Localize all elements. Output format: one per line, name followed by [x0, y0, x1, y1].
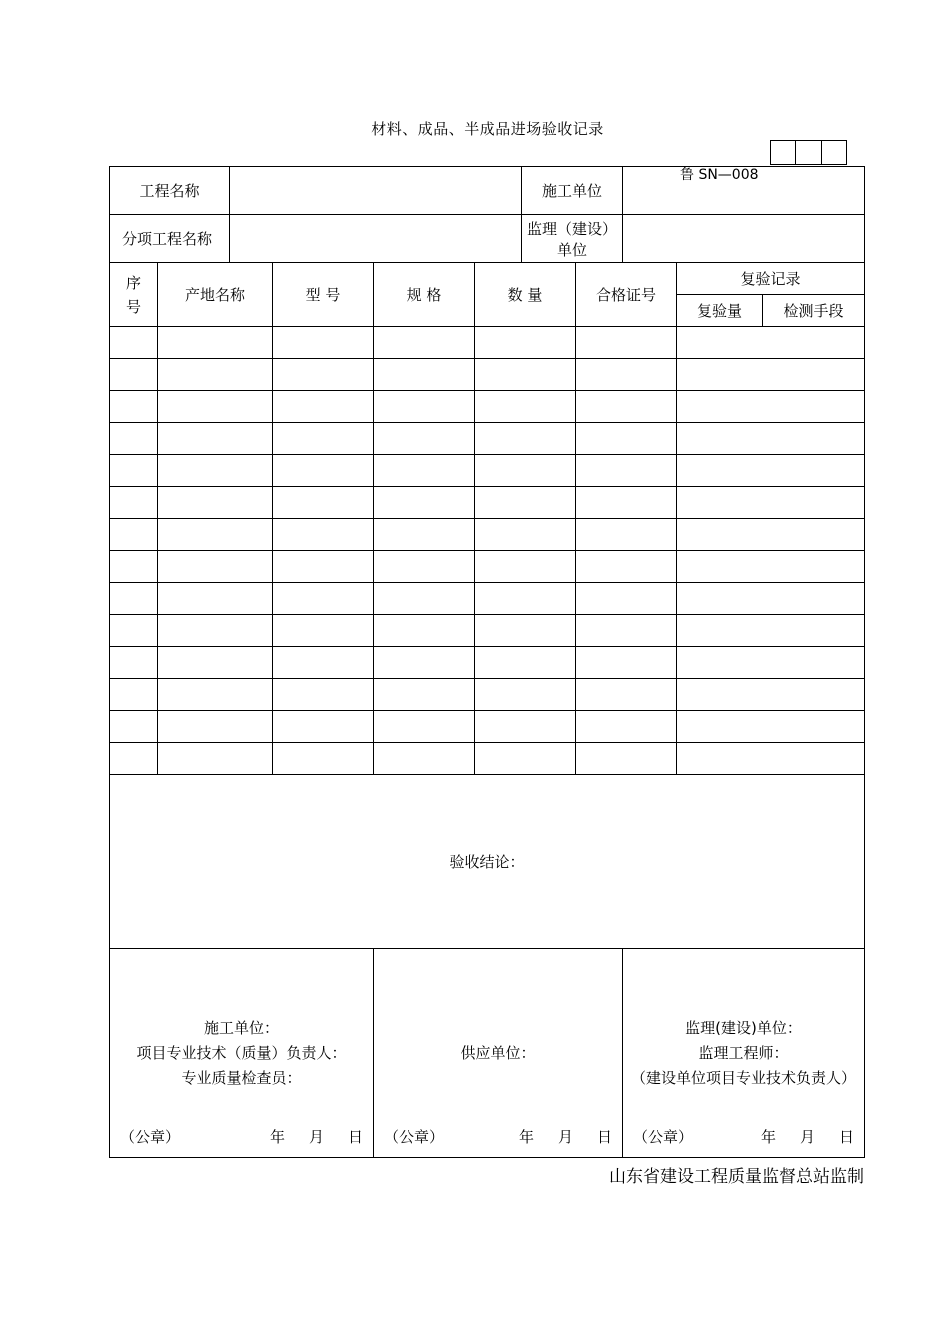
entry-cell[interactable]: [158, 391, 273, 423]
conclusion-label: 验收结论：: [449, 853, 525, 871]
entry-cell[interactable]: [475, 519, 576, 551]
col-quantity: 数 量: [475, 263, 576, 327]
supervision-unit-label: 监理（建设）单位: [522, 215, 623, 263]
entry-cell[interactable]: [475, 615, 576, 647]
entry-cell[interactable]: [677, 679, 865, 711]
entry-cell[interactable]: [677, 711, 865, 743]
entry-cell[interactable]: [475, 391, 576, 423]
entry-cell[interactable]: [576, 583, 677, 615]
entry-cell[interactable]: [374, 519, 475, 551]
entry-cell[interactable]: [374, 455, 475, 487]
entry-cell[interactable]: [374, 551, 475, 583]
code-boxes[interactable]: [770, 140, 847, 165]
supervision-unit-field[interactable]: [623, 215, 865, 263]
col-seq: [110, 263, 158, 327]
entry-cell[interactable]: [576, 455, 677, 487]
entry-cell[interactable]: [158, 423, 273, 455]
entry-cell[interactable]: [677, 615, 865, 647]
entry-cell[interactable]: [273, 647, 374, 679]
code-box[interactable]: [771, 141, 796, 164]
entry-cell[interactable]: [677, 391, 865, 423]
date-labels: [761, 1126, 854, 1147]
table-row: [110, 455, 865, 487]
entry-cell[interactable]: [475, 327, 576, 359]
entry-cell[interactable]: [273, 679, 374, 711]
entry-cell[interactable]: [273, 551, 374, 583]
document-title: 材料、成品、半成品进场验收记录: [371, 120, 604, 138]
table-row: [110, 583, 865, 615]
seal-date-row: [120, 1126, 363, 1147]
construction-unit-field[interactable]: [623, 167, 865, 215]
form-code: 鲁 SN—008: [680, 167, 759, 183]
table-row: [110, 423, 865, 455]
conclusion-cell[interactable]: [110, 775, 865, 949]
year-label: 年: [269, 1128, 285, 1146]
supplier-unit-label: 供应单位：: [460, 1043, 536, 1062]
entry-cell[interactable]: [374, 615, 475, 647]
entry-cell[interactable]: [677, 647, 865, 679]
entry-cell[interactable]: [475, 455, 576, 487]
col-seq-top: 序: [125, 273, 141, 292]
entry-cell[interactable]: [374, 743, 475, 775]
sub-project-field[interactable]: [230, 215, 522, 263]
seal-date-row: [633, 1126, 854, 1147]
month-label: 月: [800, 1128, 816, 1146]
record-table: [109, 166, 865, 1158]
table-row: [110, 359, 865, 391]
quality-inspector-label: 专业质量检查员：: [181, 1068, 302, 1087]
entry-cell[interactable]: [110, 327, 158, 359]
entry-cell[interactable]: [576, 487, 677, 519]
table-row: [110, 679, 865, 711]
entry-cell[interactable]: [576, 711, 677, 743]
construction-sign-cell[interactable]: [110, 949, 374, 1158]
construction-unit-sign-label: 施工单位：: [204, 1018, 280, 1037]
entry-cell[interactable]: [110, 519, 158, 551]
entry-cell[interactable]: [475, 743, 576, 775]
entry-cell[interactable]: [576, 327, 677, 359]
entry-cell[interactable]: [110, 615, 158, 647]
issuer-footer: 山东省建设工程质量监督总站监制: [609, 1167, 864, 1187]
owner-tech-lead-label: （建设单位项目专业技术负责人）: [631, 1068, 857, 1087]
entry-cell[interactable]: [576, 679, 677, 711]
day-label: 日: [597, 1128, 613, 1146]
entry-cell[interactable]: [158, 359, 273, 391]
supervision-engineer-label: 监理工程师：: [698, 1043, 789, 1062]
entry-cell[interactable]: [158, 327, 273, 359]
table-row: [110, 519, 865, 551]
entry-cell[interactable]: [158, 711, 273, 743]
entry-cell[interactable]: [677, 327, 865, 359]
entry-cell[interactable]: [576, 743, 677, 775]
supervision-unit-sign-label: 监理(建设)单位：: [685, 1018, 802, 1037]
table-row: [110, 391, 865, 423]
entry-cell[interactable]: [677, 551, 865, 583]
entry-cell[interactable]: [273, 583, 374, 615]
code-box[interactable]: [796, 141, 821, 164]
entry-cell[interactable]: [576, 551, 677, 583]
seal-label: （公章）: [633, 1128, 694, 1146]
entry-cell[interactable]: [273, 615, 374, 647]
project-name-label: 工程名称: [110, 167, 230, 215]
entry-cell[interactable]: [374, 711, 475, 743]
entry-cell[interactable]: [273, 423, 374, 455]
entry-cell[interactable]: [475, 583, 576, 615]
entry-cell[interactable]: [475, 359, 576, 391]
construction-unit-label: 施工单位: [522, 167, 623, 215]
seal-label: （公章）: [120, 1128, 181, 1146]
entry-cell[interactable]: [110, 455, 158, 487]
day-label: 日: [839, 1128, 855, 1146]
entry-cell[interactable]: [677, 423, 865, 455]
table-row: [110, 711, 865, 743]
entry-cell[interactable]: [110, 647, 158, 679]
month-label: 月: [308, 1128, 324, 1146]
table-row: [110, 327, 865, 359]
date-labels: [519, 1126, 612, 1147]
sub-project-label: 分项工程名称: [110, 215, 230, 263]
entry-cell[interactable]: [273, 455, 374, 487]
entry-cell[interactable]: [273, 487, 374, 519]
code-box[interactable]: [822, 141, 846, 164]
entry-cell[interactable]: [475, 647, 576, 679]
entry-cell[interactable]: [110, 391, 158, 423]
entry-cell[interactable]: [374, 647, 475, 679]
entry-cell[interactable]: [110, 679, 158, 711]
entry-cell[interactable]: [475, 423, 576, 455]
entry-cell[interactable]: [158, 487, 273, 519]
entry-cell[interactable]: [273, 711, 374, 743]
year-label: 年: [761, 1128, 777, 1146]
entry-cell[interactable]: [273, 519, 374, 551]
supplier-sign-cell[interactable]: [374, 949, 623, 1158]
entry-cell[interactable]: [677, 583, 865, 615]
entry-cell[interactable]: [110, 743, 158, 775]
entry-cell[interactable]: [475, 679, 576, 711]
entry-cell[interactable]: [374, 391, 475, 423]
col-model: 型 号: [273, 263, 374, 327]
entry-cell[interactable]: [110, 551, 158, 583]
entry-cell[interactable]: [158, 615, 273, 647]
entry-cell[interactable]: [576, 647, 677, 679]
seal-label: （公章）: [384, 1128, 445, 1146]
entry-cell[interactable]: [475, 551, 576, 583]
col-spec: 规 格: [374, 263, 475, 327]
entry-cell[interactable]: [576, 391, 677, 423]
entry-cell[interactable]: [374, 423, 475, 455]
col-recheck-amount: 复验量: [677, 295, 763, 327]
table-row: [110, 743, 865, 775]
entry-cell[interactable]: [158, 743, 273, 775]
day-label: 日: [348, 1128, 364, 1146]
entry-cell[interactable]: [576, 519, 677, 551]
col-test-method: 检测手段: [763, 295, 865, 327]
table-row: [110, 615, 865, 647]
entry-cell[interactable]: [273, 743, 374, 775]
date-labels: [270, 1126, 363, 1147]
month-label: 月: [558, 1128, 574, 1146]
entry-cell[interactable]: [374, 583, 475, 615]
supervision-sign-cell[interactable]: [623, 949, 865, 1158]
col-certificate: 合格证号: [576, 263, 677, 327]
col-origin: 产地名称: [158, 263, 273, 327]
tech-lead-label: 项目专业技术（质量）负责人：: [136, 1043, 347, 1062]
entry-cell[interactable]: [576, 359, 677, 391]
entry-cell[interactable]: [677, 359, 865, 391]
entry-cell[interactable]: [475, 711, 576, 743]
entry-cell[interactable]: [374, 679, 475, 711]
entry-cell[interactable]: [273, 391, 374, 423]
entry-cell[interactable]: [677, 519, 865, 551]
entry-cell[interactable]: [374, 327, 475, 359]
entry-cell[interactable]: [110, 583, 158, 615]
table-row: [110, 551, 865, 583]
entry-cell[interactable]: [677, 743, 865, 775]
entry-cell[interactable]: [677, 487, 865, 519]
entry-cell[interactable]: [110, 423, 158, 455]
entry-cell[interactable]: [158, 679, 273, 711]
entry-cell[interactable]: [576, 423, 677, 455]
entry-cell[interactable]: [110, 487, 158, 519]
seal-date-row: [384, 1126, 612, 1147]
entry-cell[interactable]: [158, 519, 273, 551]
entry-cell[interactable]: [158, 455, 273, 487]
entry-cell[interactable]: [158, 551, 273, 583]
entry-cell[interactable]: [677, 455, 865, 487]
table-row: [110, 647, 865, 679]
entry-cell[interactable]: [374, 359, 475, 391]
entry-cell[interactable]: [475, 487, 576, 519]
col-seq-bottom: 号: [125, 297, 141, 316]
entry-cell[interactable]: [110, 711, 158, 743]
entry-cell[interactable]: [158, 583, 273, 615]
entry-cell[interactable]: [110, 359, 158, 391]
entry-cell[interactable]: [576, 615, 677, 647]
entry-cell[interactable]: [158, 647, 273, 679]
col-recheck: 复验记录: [677, 263, 865, 295]
entry-cell[interactable]: [273, 359, 374, 391]
table-row: [110, 487, 865, 519]
entry-cell[interactable]: [273, 327, 374, 359]
project-name-field[interactable]: [230, 167, 522, 215]
year-label: 年: [518, 1128, 534, 1146]
entry-cell[interactable]: [374, 487, 475, 519]
